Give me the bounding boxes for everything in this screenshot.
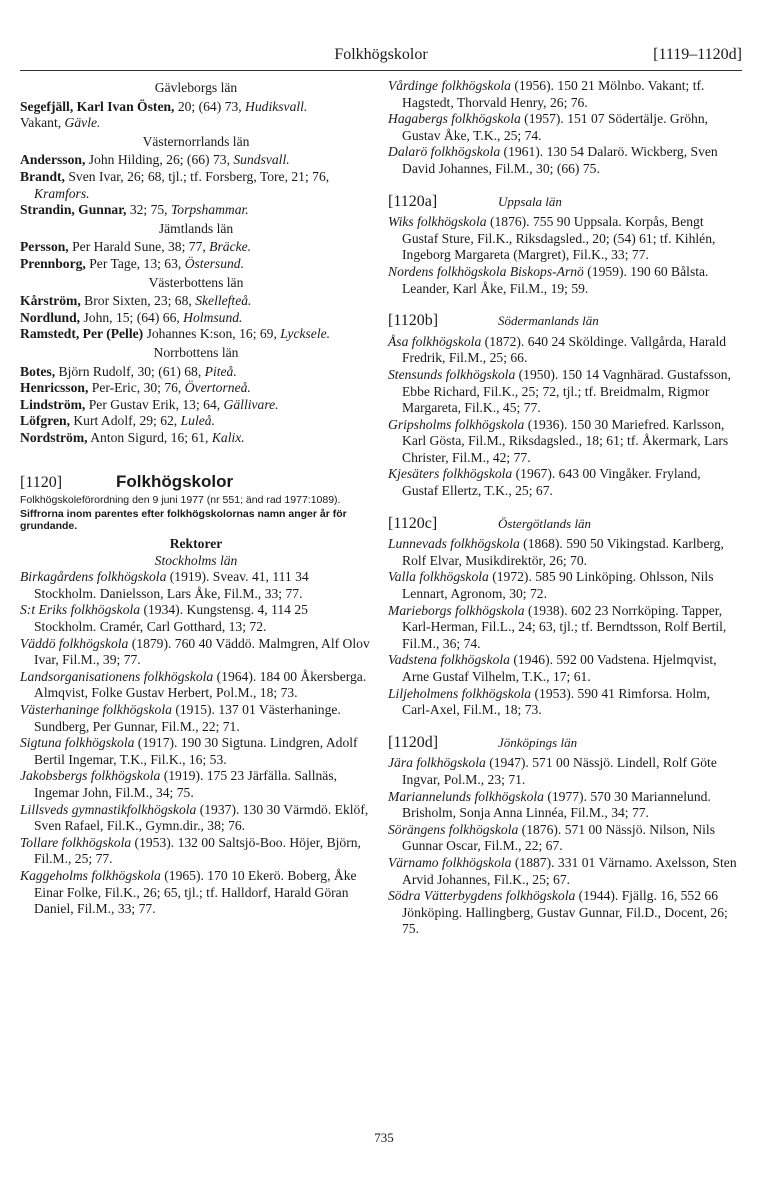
right-column bbox=[388, 78, 740, 938]
subsection-heading bbox=[388, 735, 740, 752]
school-details: (1868). 590 50 Vikingstad. Karlberg, Rolf Elvar, Musikdirektör, 26; 70. bbox=[402, 536, 724, 568]
region-heading: Jämtlands län bbox=[158, 220, 234, 236]
school-name: Mariannelunds folkhögskola bbox=[388, 788, 544, 804]
person-name: Lindström, bbox=[20, 396, 86, 412]
school-details: (1915). 137 01 Västerhaninge. Sundberg, Per Gunnar, Fil.M., 22; 71. bbox=[34, 702, 341, 734]
person-place: Sundsvall. bbox=[233, 152, 290, 168]
region-list bbox=[20, 239, 372, 272]
school-details: (1946). 592 00 Vadstena. Hjelmqvist, Arne Gustaf Vilhelm, T.K., 17; 61. bbox=[402, 652, 717, 684]
subsection-heading bbox=[388, 516, 740, 533]
school-entry bbox=[388, 686, 740, 719]
school-details: (1879). 760 40 Väddö. Malmgren, Alf Olov Ivar, Fil.M., 39; 77. bbox=[34, 635, 370, 668]
section-title: Folkhögskolor bbox=[116, 472, 234, 492]
school-details: (1959). 190 60 Bålsta. Leander, Karl Åke, Fil.M., 19; 59. bbox=[402, 263, 709, 296]
school-list bbox=[388, 536, 740, 719]
person-place: Torpshammar. bbox=[170, 202, 249, 218]
school-details: (1876). 755 90 Uppsala. Korpås, Bengt Gustaf Sture, Fil.K., Riksdagsled., 20; (54) 61; tf. Kihlén, Ingeborg Margareta (Margret), Fil.K., 33; 77. bbox=[402, 214, 716, 263]
school-name: Lunnevads folkhögskola bbox=[388, 536, 520, 552]
person-entry bbox=[20, 99, 372, 116]
region-list bbox=[20, 293, 372, 343]
person-entry bbox=[20, 310, 372, 327]
person-name: Strandin, Gunnar, bbox=[20, 202, 127, 218]
person-place: Gällivare. bbox=[223, 396, 279, 412]
person-place: Kramfors. bbox=[34, 185, 90, 201]
school-name: Landsorganisationens folkhögskola bbox=[20, 668, 214, 684]
school-details: (1947). 571 00 Nässjö. Lindell, Rolf Göte Ingvar, Pol.M., 23; 71. bbox=[402, 755, 717, 787]
person-place: Lycksele. bbox=[280, 326, 331, 342]
person-entry bbox=[20, 169, 372, 202]
region-heading: Gävleborgs län bbox=[154, 80, 238, 95]
school-name: Sörängens folkhögskola bbox=[388, 821, 519, 837]
subsection-number: [1120a] bbox=[388, 192, 438, 210]
running-title: Folkhögskolor bbox=[334, 46, 428, 63]
subsection-number: [1120c] bbox=[388, 514, 438, 532]
subsection-number: [1120d] bbox=[388, 733, 439, 751]
school-details: (1919). 175 23 Järfälla. Sallnäs, Ingemar John, Fil.M., 34; 75. bbox=[34, 768, 338, 800]
person-name: Henricsson, bbox=[20, 380, 89, 396]
person-details: John, 15; (64) 66, bbox=[80, 309, 184, 325]
section-range: [1119–1120d] bbox=[653, 46, 742, 63]
region-heading: Norrbottens län bbox=[153, 344, 239, 360]
page-number: 735 bbox=[374, 1130, 394, 1145]
school-entry bbox=[388, 536, 740, 569]
school-details: (1944). Fjällg. 16, 552 66 Jönköping. Hallingberg, Gustav Gunnar, Fil.D., Docent, 26; 75. bbox=[402, 888, 728, 937]
school-name: Västerhaninge folkhögskola bbox=[20, 702, 172, 717]
person-place: Bräcke. bbox=[209, 239, 252, 255]
school-entry bbox=[388, 569, 740, 602]
school-name: Sigtuna folkhögskola bbox=[20, 735, 135, 751]
school-name: Dalarö folkhögskola bbox=[388, 144, 501, 160]
subsection-name: Östergötlands län bbox=[498, 515, 592, 531]
school-name: Södra Vätterbygdens folkhögskola bbox=[388, 888, 576, 904]
person-details: Anton Sigurd, 16; 61, bbox=[87, 429, 212, 445]
person-place: Luleå. bbox=[180, 413, 215, 429]
school-details: (1953). 132 00 Saltsjö-Boo. Höjer, Björn, Fil.M., 25; 77. bbox=[34, 834, 361, 867]
person-place: Kalix. bbox=[211, 429, 245, 445]
school-entry bbox=[388, 417, 740, 467]
person-entry bbox=[20, 115, 372, 132]
school-name: Åsa folkhögskola bbox=[388, 333, 482, 349]
person-name: Botes, bbox=[20, 363, 56, 379]
person-entry bbox=[20, 430, 372, 447]
person-details: 32; 75, bbox=[126, 202, 171, 218]
school-details: (1872). 640 24 Sköldinge. Vallgårda, Harald Fredrik, Fil.M., 25; 66. bbox=[402, 333, 727, 366]
school-details: (1934). Kungstensg. 4, 114 25 Stockholm. Cramér, Carl Gotthard, 13; 72. bbox=[34, 602, 308, 635]
school-details: (1887). 331 01 Värnamo. Axelsson, Sten Arvid Johannes, Fil.K., 25; 67. bbox=[402, 854, 737, 887]
school-entry bbox=[388, 603, 740, 653]
school-entry bbox=[388, 652, 740, 685]
school-details: (1957). 151 07 Södertälje. Gröhn, Gustav Åke, T.K., 25; 74. bbox=[402, 111, 709, 143]
school-name: Liljeholmens folkhögskola bbox=[388, 685, 532, 701]
person-name: Persson, bbox=[20, 239, 69, 255]
school-entry bbox=[20, 669, 372, 702]
person-entry bbox=[20, 239, 372, 256]
school-name: Väddö folkhögskola bbox=[20, 635, 129, 651]
person-entry bbox=[20, 397, 372, 414]
school-list bbox=[388, 755, 740, 938]
school-entry bbox=[388, 822, 740, 855]
person-details: Per Tage, 13; 63, bbox=[85, 255, 185, 271]
school-name: Kaggeholms folkhögskola bbox=[20, 867, 161, 883]
region-list bbox=[20, 99, 372, 132]
school-name: Jära folkhögskola bbox=[388, 755, 486, 771]
school-list bbox=[20, 569, 372, 917]
school-entry bbox=[20, 835, 372, 868]
person-entry bbox=[20, 202, 372, 219]
school-details: (1956). 150 21 Mölnbo. Vakant; tf. Hagstedt, Thorvald Henry, 26; 76. bbox=[402, 78, 705, 110]
school-name: Hagabergs folkhögskola bbox=[388, 111, 521, 127]
school-entry bbox=[388, 111, 740, 144]
school-entry bbox=[388, 264, 740, 297]
regulation-note: Folkhögskoleförordning den 9 juni 1977 (nr 551; änd rad 1977:1089). bbox=[20, 494, 341, 507]
person-place: Östersund. bbox=[184, 255, 244, 271]
school-entry bbox=[388, 78, 740, 111]
school-name: S:t Eriks folkhögskola bbox=[20, 602, 141, 618]
person-entry bbox=[20, 293, 372, 310]
person-name: Andersson, bbox=[20, 152, 86, 168]
school-entry bbox=[20, 802, 372, 835]
school-name: Birkagårdens folkhögskola bbox=[20, 569, 167, 585]
school-entry bbox=[388, 466, 740, 499]
region-heading: Västernorrlands län bbox=[142, 133, 250, 149]
school-details: (1972). 585 90 Linköping. Ohlsson, Nils Lennart, Agronom, 30; 72. bbox=[402, 569, 714, 602]
school-details: (1876). 571 00 Nässjö. Nilson, Nils Gunnar Oscar, Fil.M., 22; 67. bbox=[402, 821, 715, 854]
person-name: Nordlund, bbox=[20, 309, 81, 325]
school-entry bbox=[20, 569, 372, 602]
school-name: Tollare folkhögskola bbox=[20, 834, 132, 850]
school-list bbox=[388, 78, 740, 178]
school-entry bbox=[20, 636, 372, 669]
person-details: Per Gustav Erik, 13; 64, bbox=[85, 396, 224, 412]
person-place: Hudiksvall. bbox=[245, 98, 308, 114]
person-name: Nordström, bbox=[20, 429, 88, 445]
school-entry bbox=[388, 144, 740, 177]
school-name: Valla folkhögskola bbox=[388, 569, 489, 585]
school-details: (1936). 150 30 Mariefred. Karlsson, Karl Gösta, Fil.M., Riksdagsled., 18; 61; tf. Åkermark, Lars Christer, Fil.M., 42; 77. bbox=[402, 416, 729, 465]
page-header bbox=[20, 44, 742, 71]
school-entry bbox=[388, 855, 740, 888]
region-list bbox=[20, 364, 372, 447]
school-entry bbox=[20, 602, 372, 635]
school-name: Kjesäters folkhögskola bbox=[388, 466, 513, 482]
person-place: Holmsund. bbox=[183, 309, 243, 325]
school-entry bbox=[20, 702, 372, 735]
school-details: (1938). 602 23 Norrköping. Tapper, Karl-Herman, Fil.L., 24; 63, tjl.; tf. Berndtsson, Rolf Bertil, Fil.M., 36; 74. bbox=[402, 602, 727, 651]
school-details: (1964). 184 00 Åkersberga. Almqvist, Folke Gustav Herbert, Pol.M., 18; 73. bbox=[34, 668, 367, 701]
person-name: Prennborg, bbox=[20, 255, 86, 271]
person-details: Kurt Adolf, 29; 62, bbox=[69, 413, 181, 429]
school-name: Nordens folkhögskola Biskops-Arnö bbox=[388, 263, 584, 279]
school-name: Wiks folkhögskola bbox=[388, 214, 487, 230]
school-details: (1967). 643 00 Vingåker. Fryland, Gustaf Ellertz, T.K., 25; 67. bbox=[402, 466, 701, 499]
school-details: (1977). 570 30 Mariannelund. Brisholm, Sonja Anna Linnéa, Fil.M., 34; 77. bbox=[402, 788, 711, 821]
person-details: Per-Eric, 30; 76, bbox=[88, 380, 185, 396]
school-entry bbox=[20, 735, 372, 768]
person-entry bbox=[20, 256, 372, 273]
school-entry bbox=[388, 334, 740, 367]
school-name: Värnamo folkhögskola bbox=[388, 854, 512, 870]
subsection-name: Jönköpings län bbox=[498, 734, 578, 750]
school-details: (1950). 150 14 Vagnhärad. Gustafsson, Ebbe Richard, Fil.K., 25; 72, tjl.; tf. Breidmalm, Rigmor Margareta, Fil.K., 45; 77. bbox=[402, 366, 731, 416]
school-entry bbox=[388, 755, 740, 788]
subsection-number: [1120b] bbox=[388, 312, 439, 330]
subsection-name: Uppsala län bbox=[498, 193, 562, 209]
subsection-heading bbox=[388, 313, 740, 330]
school-entry bbox=[388, 214, 740, 264]
person-name: Brandt, bbox=[20, 168, 65, 184]
person-details: Sven Ivar, 26; 68, tjl.; tf. Forsberg, Tore, 21; 76, bbox=[64, 168, 330, 184]
person-details: Johannes K:son, 16; 69, bbox=[143, 326, 281, 342]
person-entry bbox=[20, 380, 372, 397]
school-details: (1961). 130 54 Dalarö. Wickberg, Sven David Johannes, Fil.M., 30; (66) 75. bbox=[402, 144, 718, 176]
school-entry bbox=[20, 768, 372, 801]
person-place: Övertorneå. bbox=[184, 380, 251, 396]
person-place: Piteå. bbox=[204, 363, 237, 379]
person-name: Segefjäll, Karl Ivan Östen, bbox=[20, 98, 175, 114]
school-name: Stensunds folkhögskola bbox=[388, 366, 516, 382]
parenthesis-note: Siffrorna inom parentes efter folkhögskolornas namn anger år för grundande. bbox=[20, 508, 347, 533]
school-details: (1919). Sveav. 41, 111 34 Stockholm. Danielsson, Lars Åke, Fil.M., 33; 77. bbox=[34, 569, 309, 601]
person-entry bbox=[20, 364, 372, 381]
school-list bbox=[388, 334, 740, 500]
section-heading bbox=[20, 474, 372, 492]
school-details: (1917). 190 30 Sigtuna. Lindgren, Adolf Bertil Ingemar, T.K., Fil.K., 16; 53. bbox=[34, 735, 358, 767]
school-entry bbox=[20, 868, 372, 918]
school-name: Vårdinge folkhögskola bbox=[388, 78, 511, 93]
region-heading: Västerbottens län bbox=[148, 274, 244, 290]
region-heading: Stockholms län bbox=[154, 552, 238, 568]
person-name: Ramstedt, Per (Pelle) bbox=[20, 326, 144, 342]
school-entry bbox=[388, 888, 740, 938]
school-details: (1953). 590 41 Rimforsa. Holm, Carl-Axel, Fil.M., 18; 73. bbox=[402, 685, 711, 718]
section-number: [1120] bbox=[20, 474, 63, 492]
person-details: Bror Sixten, 23; 68, bbox=[80, 293, 196, 309]
person-name: Löfgren, bbox=[20, 413, 70, 429]
person-details: Per Harald Sune, 38; 77, bbox=[68, 239, 210, 255]
person-details: 20; (64) 73, bbox=[174, 98, 246, 114]
person-details: Vakant, bbox=[20, 115, 65, 131]
subsection-heading bbox=[388, 194, 740, 211]
school-name: Marieborgs folkhögskola bbox=[388, 602, 525, 618]
person-entry bbox=[20, 152, 372, 169]
region-list bbox=[20, 152, 372, 218]
person-details: John Hilding, 26; (66) 73, bbox=[85, 152, 234, 168]
rektorer-heading: Rektorer bbox=[169, 536, 223, 552]
person-entry bbox=[20, 326, 372, 343]
school-list bbox=[388, 214, 740, 297]
school-name: Lillsveds gymnastikfolkhögskola bbox=[20, 801, 197, 817]
school-name: Jakobsbergs folkhögskola bbox=[20, 768, 161, 784]
person-entry bbox=[20, 413, 372, 430]
person-details: Björn Rudolf, 30; (61) 68, bbox=[55, 363, 205, 379]
subsection-name: Södermanlands län bbox=[498, 313, 599, 329]
school-name: Gripsholms folkhögskola bbox=[388, 416, 525, 432]
school-entry bbox=[388, 789, 740, 822]
person-place: Skellefteå. bbox=[195, 293, 252, 309]
school-name: Vadstena folkhögskola bbox=[388, 652, 510, 668]
school-details: (1937). 130 30 Värmdö. Eklöf, Sven Rafael, Fil.K., Gymn.dir., 38; 76. bbox=[34, 801, 369, 834]
person-name: Kårström, bbox=[20, 293, 81, 309]
school-details: (1965). 170 10 Ekerö. Boberg, Åke Einar Folke, Fil.K., 26; 65, tjl.; tf. Halldorf, Harald Göran Daniel, Fil.M., 33; 77. bbox=[34, 867, 357, 917]
person-place: Gävle. bbox=[64, 115, 101, 131]
left-column bbox=[20, 78, 372, 918]
school-entry bbox=[388, 367, 740, 417]
